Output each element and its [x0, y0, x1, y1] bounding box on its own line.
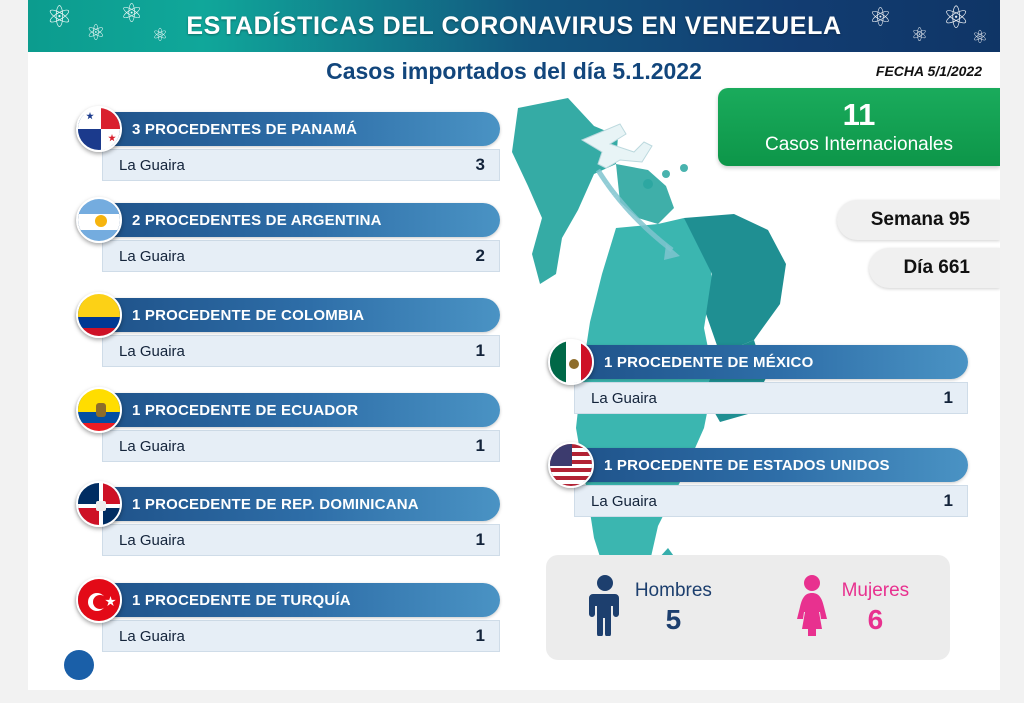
state-label: La Guaira	[119, 156, 185, 174]
country-card-row	[102, 430, 500, 462]
country-card-title: 1 PROCEDENTE DE COLOMBIA	[76, 298, 500, 332]
country-card-title: 1 PROCEDENTE DE TURQUÍA	[76, 583, 500, 617]
country-card-title: 1 PROCEDENTE DE REP. DOMINICANA	[76, 487, 500, 521]
women-value: 6	[867, 603, 884, 635]
state-label: La Guaira	[119, 627, 185, 645]
virus-icon: ⚛	[942, 0, 970, 35]
virus-icon: ⚛	[868, 2, 892, 32]
flag-argentina-icon	[76, 197, 122, 243]
flag-turkey-icon	[76, 577, 122, 623]
women-label: Mujeres	[841, 579, 910, 601]
country-card-row	[574, 485, 968, 517]
state-value: 1	[943, 491, 953, 510]
state-label: La Guaira	[119, 531, 185, 549]
week-badge: Semana 95	[837, 200, 1000, 240]
state-value: 1	[475, 530, 485, 549]
state-label: La Guaira	[119, 342, 185, 360]
state-value: 2	[475, 246, 485, 265]
state-value: 3	[475, 155, 485, 174]
country-card-title: 3 PROCEDENTES DE PANAMÁ	[76, 112, 500, 146]
country-card-row	[102, 524, 500, 556]
virus-icon: ⚛	[910, 25, 928, 46]
day-badge: Día 661	[869, 248, 1000, 288]
country-card-turkey	[76, 583, 500, 652]
state-value: 1	[943, 388, 953, 407]
flag-colombia-icon	[76, 292, 122, 338]
women-summary	[794, 574, 910, 641]
country-card-panama	[76, 112, 500, 181]
virus-icon: ⚛	[152, 25, 169, 45]
state-label: La Guaira	[591, 492, 657, 510]
virus-icon: ⚛	[971, 27, 988, 47]
state-value: 1	[475, 341, 485, 360]
state-label: La Guaira	[119, 437, 185, 455]
men-label: Hombres	[634, 579, 712, 601]
woman-icon	[794, 574, 830, 641]
state-value: 1	[475, 626, 485, 645]
country-card-title: 1 PROCEDENTE DE ESTADOS UNIDOS	[548, 448, 968, 482]
country-card-row	[574, 382, 968, 414]
country-card-title: 2 PROCEDENTES DE ARGENTINA	[76, 203, 500, 237]
flag-panama-icon	[76, 106, 122, 152]
state-value: 1	[475, 436, 485, 455]
country-card-row	[102, 620, 500, 652]
virus-icon: ⚛	[120, 0, 144, 28]
country-card-ecuador	[76, 393, 500, 462]
infographic	[28, 0, 1000, 690]
flag-mexico-icon	[548, 339, 594, 385]
man-icon	[587, 574, 623, 641]
state-label: La Guaira	[591, 389, 657, 407]
country-card-title: 1 PROCEDENTE DE ECUADOR	[76, 393, 500, 427]
country-card-row	[102, 149, 500, 181]
flag-usa-icon	[548, 442, 594, 488]
header-banner	[28, 0, 1000, 52]
country-card-usa	[548, 448, 968, 517]
state-label: La Guaira	[119, 247, 185, 265]
international-cases-label: Casos Internacionales	[765, 133, 953, 155]
country-card-colombia	[76, 298, 500, 367]
country-card-title: 1 PROCEDENTE DE MÉXICO	[548, 345, 968, 379]
subtitle: Casos importados del día 5.1.2022	[326, 58, 702, 84]
men-value: 5	[665, 603, 682, 635]
men-summary	[587, 574, 712, 641]
country-card-row	[102, 335, 500, 367]
page-title: ESTADÍSTICAS DEL CORONAVIRUS EN VENEZUELA	[186, 11, 842, 40]
date-label: FECHA 5/1/2022	[875, 63, 982, 79]
country-card-argentina	[76, 203, 500, 272]
international-cases-box	[718, 88, 1000, 166]
country-card-mexico	[548, 345, 968, 414]
gender-summary-box	[546, 555, 950, 660]
country-card-dominican-republic	[76, 487, 500, 556]
virus-icon: ⚛	[46, 1, 73, 34]
flag-dominican-icon	[76, 481, 122, 527]
international-cases-count: 11	[842, 96, 876, 132]
virus-icon: ⚛	[86, 20, 106, 45]
decorative-dot	[64, 650, 94, 680]
country-card-row	[102, 240, 500, 272]
flag-ecuador-icon	[76, 387, 122, 433]
